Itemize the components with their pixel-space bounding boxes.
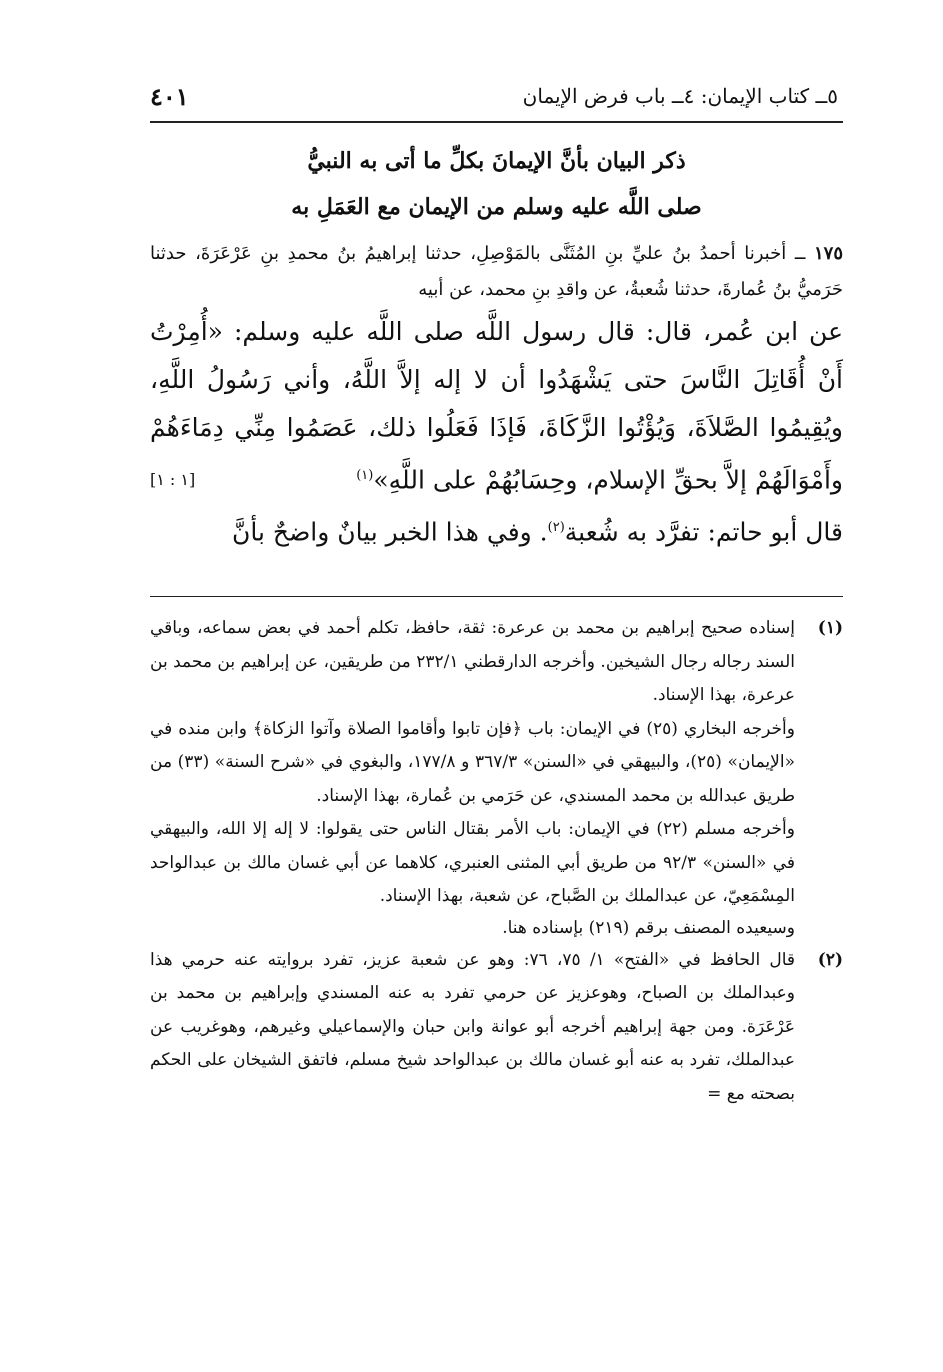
- author-comment: [150, 504, 843, 556]
- hadith-chain-of-narration: [150, 236, 843, 308]
- author-comment-continuation: . وفي هذا الخبر بيانٌ واضحٌ بأنَّ: [232, 517, 548, 547]
- hadith-reference: [١ : ١]: [150, 470, 196, 489]
- section-title-line-2: صلى اللَّه عليه وسلم من الإيمان مع العَمَلِ به: [291, 194, 702, 220]
- matn-text: «أُمِرْتُ أَنْ أُقَاتِلَ النَّاسَ حتى يَشْهَدُوا أن لا إله إلاَّ اللَّهُ، وأني رَسُولُ اللَّهِ، ويُقِيمُوا الصَّلاَةَ، وَيُؤْتُوا الزَّكَاةَ، فَإذَا فَعَلُوا ذلك، عَصَمُوا مِنِّي دِمَاءَهُمْ وأَمْوَالَهُمْ إلاَّ بحقِّ الإسلام، وحِسَابُهُمْ على اللَّهِ»: [150, 317, 843, 495]
- header-divider: [150, 121, 843, 123]
- section-title: [150, 138, 843, 230]
- footnote-paragraph: وأخرجه البخاري (٢٥) في الإيمان: باب ﴿فإن تابوا وأقاموا الصلاة وآتوا الزكاة﴾ وابن منده في «الإيمان» (٢٥)، والبيهقي في «السنن» ٣٦٧/٣ و ١٧٧/٨، والبغوي في «شرح السنة» (٣٣) من طريق عبدالله بن محمد المسندي، عن حَرَمي بن عُمارة، بهذا الإسناد.: [150, 718, 795, 806]
- section-title-line-1: ذكر البيان بأنَّ الإيمانَ بكلِّ ما أتى به النبيُّ: [307, 148, 686, 174]
- footnote-marker-2: (٢): [547, 520, 565, 536]
- footnote-marker-1: (١): [356, 468, 374, 483]
- footnote-2: [150, 944, 843, 1112]
- running-header: [150, 78, 838, 114]
- footnote-number: (١): [817, 618, 843, 638]
- hadith-text: [150, 308, 843, 504]
- page-number: ٤٠١: [150, 81, 189, 111]
- hadith-number: ١٧٥: [813, 243, 843, 264]
- isnad-continuation: عن ابن عُمر، قال: قال رسول اللَّه صلى اللَّه عليه وسلم:: [233, 317, 843, 346]
- footnote-paragraph: وسيعيده المصنف برقم (٢١٩) بإسناده هنا.: [502, 917, 795, 938]
- footnotes-divider: [150, 596, 843, 597]
- hadith-body: [150, 236, 843, 557]
- footnote-1: [150, 612, 843, 942]
- footnote-paragraph: إسناده صحيح إبراهيم بن محمد بن عرعرة: ثقة، حافظ، تكلم أحمد في بعض سماعه، وباقي السند رجاله رجال الشيخين. وأخرجه الدارقطني ٢٣٢/١ من طريقين، عن إبراهيم بن محمد بن عرعرة، بهذا الإسناد.: [150, 618, 795, 705]
- footnote-paragraph: قال الحافظ في «الفتح» ١/ ٧٥، ٧٦: وهو عن شعبة عزيز، تفرد بروايته عنه حرمي هذا وعبدالملك بن الصباح، وهوعزيز عن حرمي تفرد به عنه المسندي وإبراهيم بن محمد بن عَرْعَرَة. ومن جهة إبراهيم أخرجه أبو عوانة وابن حبان والإسماعيلي وغيرهم، وهوغريب عن عبدالملك، تفرد به عنه أبو غسان مالك بن عبدالواحد شيخ مسلم، فاتفق الشيخان على الحكم بصحته مع =: [150, 949, 796, 1104]
- hadith-number-dash: ــ: [786, 243, 814, 264]
- author-comment-text: قال أبو حاتم: تفرَّد به شُعبة: [564, 517, 843, 547]
- footnote-number: (٢): [817, 949, 843, 970]
- footnotes: [150, 612, 843, 1113]
- footnote-paragraph: وأخرجه مسلم (٢٢) في الإيمان: باب الأمر بقتال الناس حتى يقولوا: لا إله إلا الله، والبيهقي في «السنن» ٩٢/٣ من طريق أبي المثنى العنبري، كلاهما عن أبي غسان مالك بن عبدالواحد المِسْمَعِيّ، عن عبدالملك بن الصَّباح، عن شعبة، بهذا الإسناد.: [150, 819, 795, 906]
- chapter-heading: ٥ــ كتاب الإيمان: ٤ــ باب فرض الإيمان: [522, 84, 838, 108]
- isnad-text: أخبرنا أحمدُ بنُ عليِّ بنِ المُثَنَّى بالمَوْصِلِ، حدثنا إبراهيمُ بنُ محمدِ بنِ عَرْعَرَةَ، حدثنا حَرَميُّ بنُ عُمارةَ، حدثنا شُعبةُ، عن واقدِ بنِ محمد، عن أبيه: [150, 243, 843, 300]
